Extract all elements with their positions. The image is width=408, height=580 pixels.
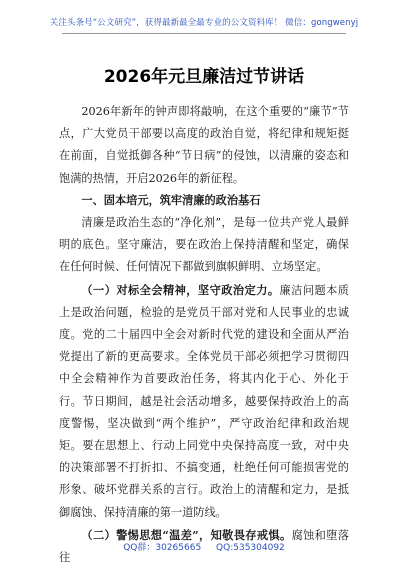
section-heading: 一、固本培元，筑牢清廉的政治基石 — [81, 193, 261, 207]
document-title: 2026年元旦廉洁过节讲话 — [103, 67, 305, 87]
section-paragraph: 清廉是政治生态的“净化剂”，是每一位共产党人最鲜明的底色。坚守廉洁，要在政治上保持清醒和坚定，确保在任何时候、任何情况下都做到旗帜鲜明、立场坚定。 — [59, 216, 349, 274]
intro-paragraph: 2026年新年的钟声即将敲响，在这个重要的“廉节”节点，广大党员干部要以高度的政治自觉，将纪律和规矩挺在前面，自觉抵御各种“节日病”的侵蚀，以清廉的姿态和饱满的热情，开启2026年的新征程。 — [59, 105, 349, 185]
subsection-heading-1: （一）对标全会精神，坚守政治定力。 — [81, 282, 280, 297]
subsection-text-2: 腐蚀和堕落往 — [59, 528, 349, 565]
subsection-heading-2: （二）警惕思想“温差”，知敬畏存戒惧。 — [81, 527, 292, 542]
footer-qq: QQ:535304092 — [216, 543, 285, 553]
footer-contact — [0, 540, 408, 553]
document-body — [59, 101, 349, 569]
subsection-paragraph-1 — [59, 279, 349, 524]
header-promo-note: 关注头条号“公文研究”，获得最新最全最专业的公文资料库！ 微信：gongwenyj — [49, 18, 359, 28]
footer-qq-group: QQ群：30265665 — [123, 543, 202, 553]
subsection-text-1: 廉洁问题本质上是政治问题，检验的是党员干部对党和人民事业的忠诚度。党的二十届四中全会对新时代党的建设和全面从严治党提出了新的更高要求。全体党员干部必须把学习贯彻四中全会精神作为首要政治任务，将其内化于心、外化于行。节日期间，越是社会活动增多，越要保持政治上的高度警惕，坚决做到“两个维护”，严守政治纪律和政治规矩。要在思想上、行动上同党中央保持高度一致，对中央的决策部署不打折扣、不搞变通，杜绝任何可能损害党的形象、破坏党群关系的言行。政治上的清醒和定力，是抵御腐蚀、保持清廉的第一道防线。 — [59, 283, 349, 519]
header-divider — [62, 33, 346, 34]
